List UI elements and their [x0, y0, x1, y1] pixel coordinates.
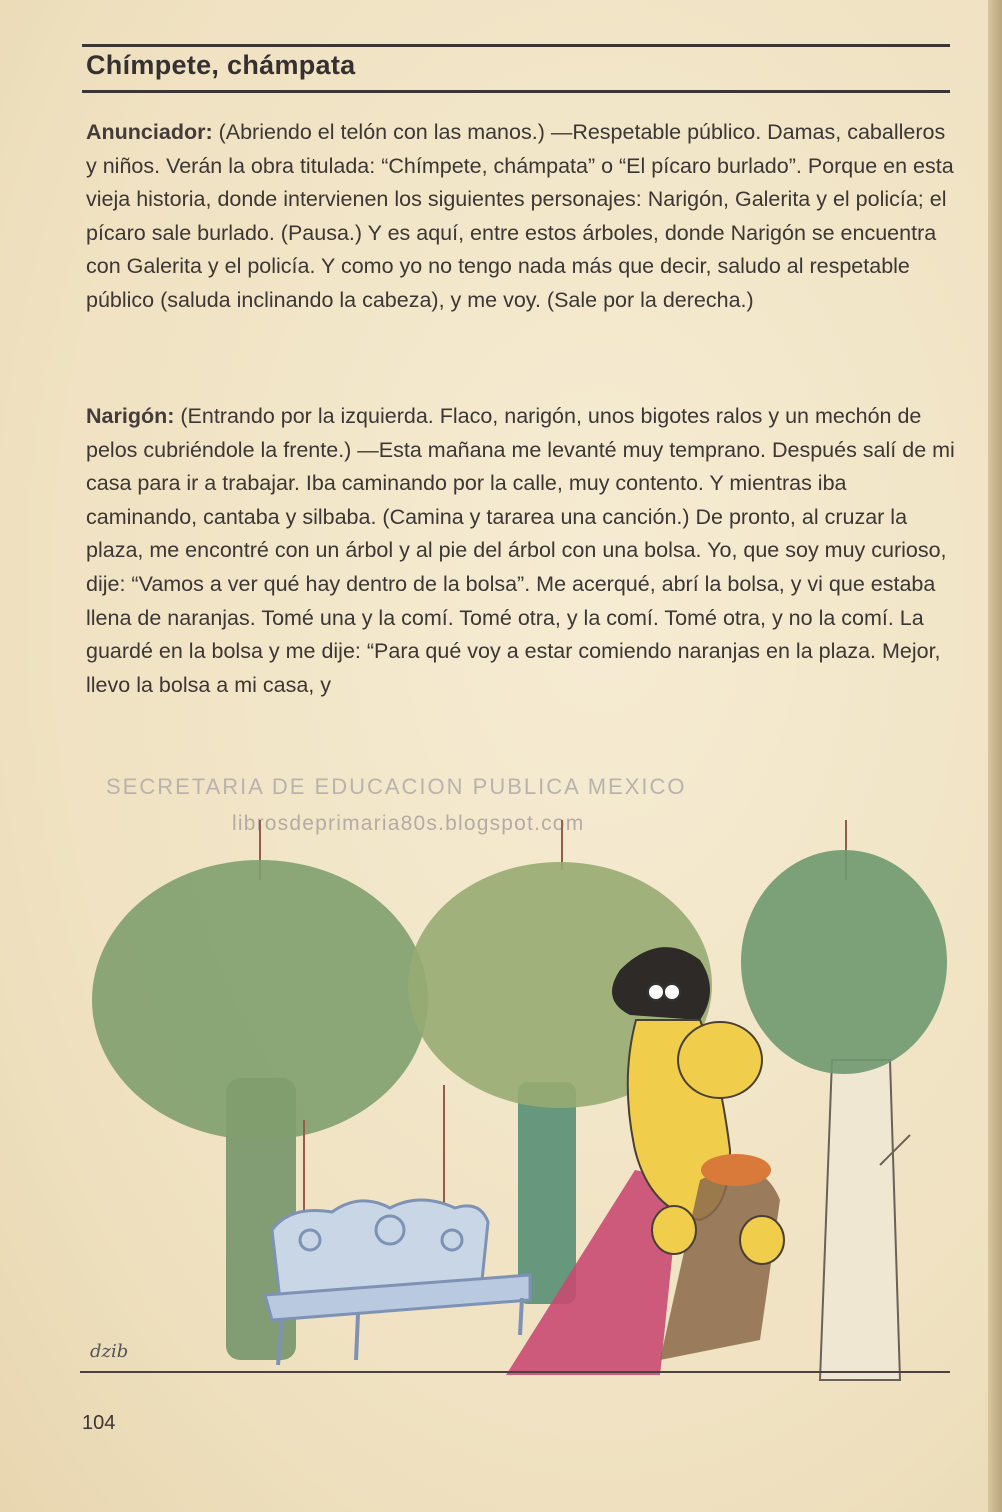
dialogue-text: (Entrando por la izquierda. Flaco, narigón, unos bigotes ralos y un mechón de pelos cubriéndole la frente.) —Esta mañana me levanté muy temprano. Después salí de mi casa para ir a trabajar. Iba caminando por la calle, muy contento. Y mientras iba caminando, cantaba y silbaba. (Camina y tararea una canción.) De pronto, al cruzar la plaza, me encontré con un árbol y al pie del árbol con una bolsa. Yo, que soy muy curioso, dije: “Vamos a ver qué hay dentro de la bolsa”. Me acerqué, abrí la bolsa, y vi que estaba llena de naranjas. Tomé una y la comí. Tomé otra, y la comí. Tomé otra, y no la comí. La guardé en la bolsa y me dije: “Para qué voy a estar comiendo naranjas en la plaza. Mejor, llevo la bolsa a mi casa, y — [86, 404, 955, 697]
speaker-name: Anunciador: — [86, 120, 213, 144]
title-top-rule — [82, 44, 950, 47]
left-tree-crown — [92, 860, 428, 1140]
page-edge — [988, 0, 1002, 1512]
artist-signature: dzib — [90, 1341, 129, 1362]
watermark-url: librosdeprimaria80s.blogspot.com — [232, 812, 585, 835]
page-title: Chímpete, chámpata — [86, 50, 356, 80]
speaker-name: Narigón: — [86, 404, 175, 428]
dialogue-paragraph-narigon — [86, 400, 956, 702]
title-bottom-rule — [82, 90, 950, 93]
bench — [265, 1200, 530, 1365]
watermark-publisher: SECRETARIA DE EDUCACION PUBLICA MEXICO — [106, 774, 687, 799]
middle-tree-trunk — [518, 1082, 576, 1304]
right-tree-trunk — [820, 1060, 900, 1380]
page-number: 104 — [82, 1412, 116, 1434]
puppet-stage-illustration — [60, 820, 970, 1400]
dialogue-text: (Abriendo el telón con las manos.) —Respetable público. Damas, caballeros y niños. Verán la obra titulada: “Chímpete, chámpata” o “El pícaro burlado”. Porque en esta vieja historia, donde intervienen los siguientes personajes: Narigón, Galerita y el policía; el pícaro sale burlado. (Pausa.) Y es aquí, entre estos árboles, donde Narigón se encuentra con Galerita y el policía. Y como yo no tengo nada más que decir, saludo al respetable público (saluda inclinando la cabeza), y me voy. (Sale por la derecha.) — [86, 120, 954, 312]
dialogue-paragraph-announcer — [86, 116, 956, 318]
right-tree-crown — [741, 850, 947, 1074]
